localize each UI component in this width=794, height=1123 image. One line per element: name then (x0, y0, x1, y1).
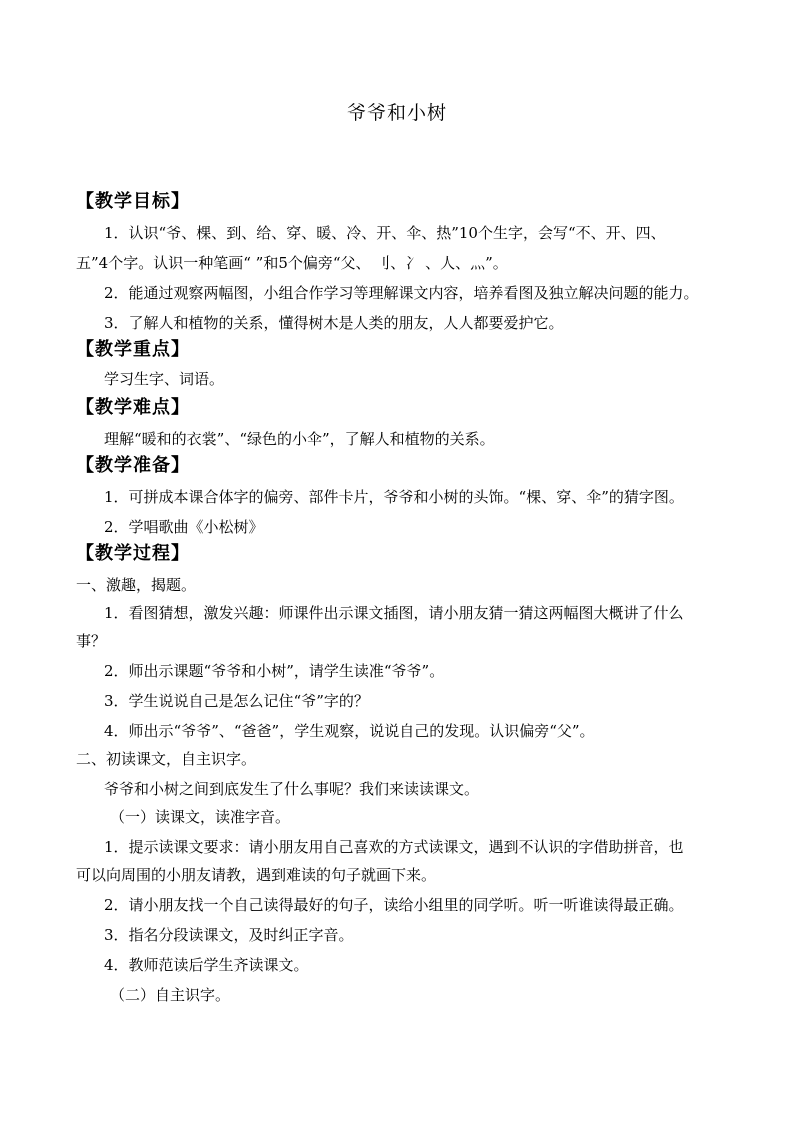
process-line: 3．指名分段读课文，及时纠正字音。 (104, 926, 354, 944)
process-line: 2．请小朋友找一个自己读得最好的句子，读给小组里的同学听。听一听谁读得最正确。 (104, 896, 684, 914)
document-title: 爷爷和小树 (346, 102, 447, 124)
preparation-line-2: 2．学唱歌曲《小松树》 (104, 518, 264, 536)
heading-preparation: 【教学准备】 (76, 455, 190, 476)
process-line: 2．师出示课题“爷爷和小树”，请学生读准“爷爷”。 (104, 662, 445, 680)
difficulty-line-1: 理解“暖和的衣裳”、“绿色的小伞”，了解人和植物的关系。 (104, 430, 495, 448)
heading-process: 【教学过程】 (76, 543, 190, 564)
process-line: 可以向周围的小朋友请教，遇到难读的句子就画下来。 (76, 866, 437, 884)
key-point-line-1: 学习生字、词语。 (104, 370, 225, 388)
process-step-1-title: 一、激趣，揭题。 (76, 576, 197, 594)
process-line: 4．教师范读后学生齐读课文。 (104, 956, 309, 974)
heading-objectives: 【教学目标】 (76, 191, 190, 212)
process-step-2-title: 二、初读课文，自主识字。 (76, 750, 257, 768)
objective-line-4: 3．了解人和植物的关系，懂得树木是人类的朋友，人人都要爱护它。 (104, 314, 564, 332)
objective-line-2: 五”4个字。认识一种笔画“ ”和5个偏旁“父、 刂、冫 、人、灬”。 (76, 254, 508, 272)
process-subsection-2: （二）自主识字。 (110, 986, 231, 1004)
process-line: 1．看图猜想，激发兴趣：师课件出示课文插图，请小朋友猜一猜这两幅图大概讲了什么 (104, 604, 684, 622)
process-line: 爷爷和小树之间到底发生了什么事呢？我们来读读课文。 (104, 780, 480, 798)
preparation-line-1: 1．可拼成本课合体字的偏旁、部件卡片，爷爷和小树的头饰。“棵、穿、伞”的猜字图。 (104, 488, 684, 506)
objective-line-1: 1．认识“爷、棵、到、给、穿、暖、冷、开、伞、热”10个生字，会写“不、开、四、 (104, 224, 666, 242)
process-line: 事？ (76, 632, 107, 650)
heading-difficulties: 【教学难点】 (76, 397, 190, 418)
process-line: 3．学生说说自己是怎么记住“爷”字的？ (104, 692, 369, 710)
process-line: 1．提示读课文要求：请小朋友用自己喜欢的方式读课文，遇到不认识的字借助拼音，也 (104, 838, 684, 856)
objective-line-3: 2．能通过观察两幅图，小组合作学习等理解课文内容，培养看图及独立解决问题的能力。 (104, 284, 699, 302)
process-line: 4．师出示“爷爷”、“爸爸”，学生观察，说说自己的发现。认识偏旁“父”。 (104, 722, 595, 740)
process-subsection-1: （一）读课文，读准字音。 (110, 808, 291, 826)
heading-key-points: 【教学重点】 (76, 339, 190, 360)
